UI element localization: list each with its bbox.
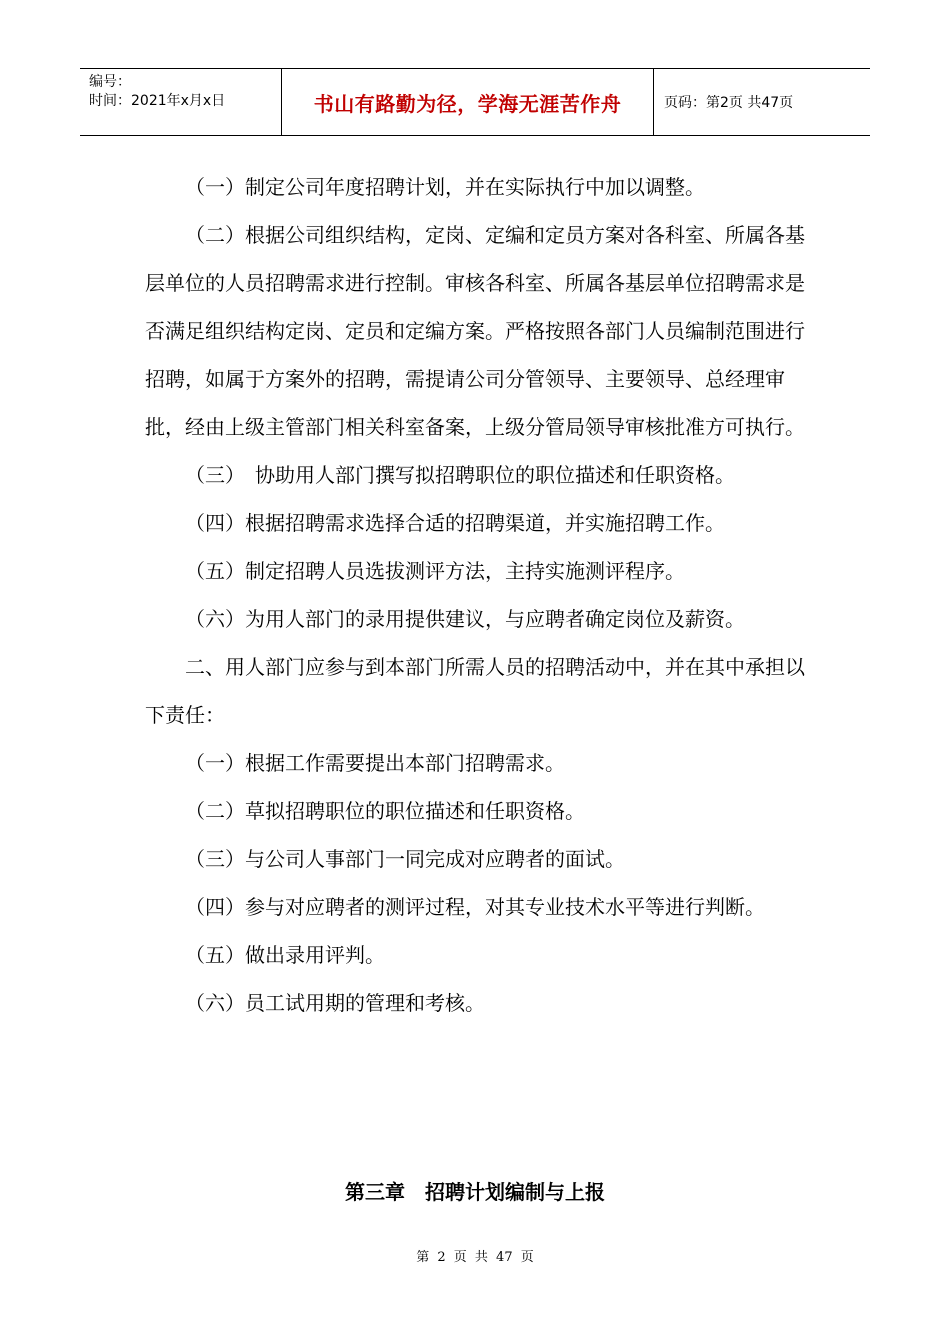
document-body <box>145 163 810 1027</box>
paragraph: （六）为用人部门的录用提供建议，与应聘者确定岗位及薪资。 <box>185 607 745 631</box>
number-label: 编号： <box>89 74 131 90</box>
paragraph: （六）员工试用期的管理和考核。 <box>185 991 485 1015</box>
document-header <box>80 68 870 136</box>
paragraph: （一）根据工作需要提出本部门招聘需求。 <box>185 751 565 775</box>
paragraph: （三）与公司人事部门一同完成对应聘者的面试。 <box>185 847 625 871</box>
paragraph: （五）制定招聘人员选拔测评方法，主持实施测评程序。 <box>185 559 685 583</box>
paragraph: （四）根据招聘需求选择合适的招聘渠道，并实施招聘工作。 <box>185 511 725 535</box>
paragraph: （三） 协助用人部门撰写拟招聘职位的职位描述和任职资格。 <box>185 463 735 487</box>
chapter-title: 第三章 招聘计划编制与上报 <box>345 1180 605 1204</box>
paragraph: （二）根据公司组织结构，定岗、定编和定员方案对各科室、所属各基层单位的人员招聘需求进行控制。审核各科室、所属各基层单位招聘需求是否满足组织结构定岗、定员和定编方案。严格按照各部门人员编制范围进行招聘，如属于方案外的招聘，需提请公司分管领导、主要领导、总经理审批，经由上级主管部门相关科室备案，上级分管局领导审核批准方可执行。 <box>145 223 805 439</box>
paragraph: （四）参与对应聘者的测评过程，对其专业技术水平等进行判断。 <box>185 895 765 919</box>
page-footer: 第 2 页 共 47 页 <box>416 1250 534 1265</box>
paragraph: （二）草拟招聘职位的职位描述和任职资格。 <box>185 799 585 823</box>
time-label: 时间：2021年x月x日 <box>89 93 226 109</box>
header-meta <box>80 69 282 135</box>
header-motto: 书山有路勤为径，学海无涯苦作舟 <box>282 69 654 135</box>
header-page-info: 页码：第2页 共47页 <box>664 95 794 111</box>
paragraph: （五）做出录用评判。 <box>185 943 385 967</box>
paragraph: 二、用人部门应参与到本部门所需人员的招聘活动中，并在其中承担以下责任： <box>145 655 805 727</box>
paragraph: （一）制定公司年度招聘计划，并在实际执行中加以调整。 <box>185 175 705 199</box>
